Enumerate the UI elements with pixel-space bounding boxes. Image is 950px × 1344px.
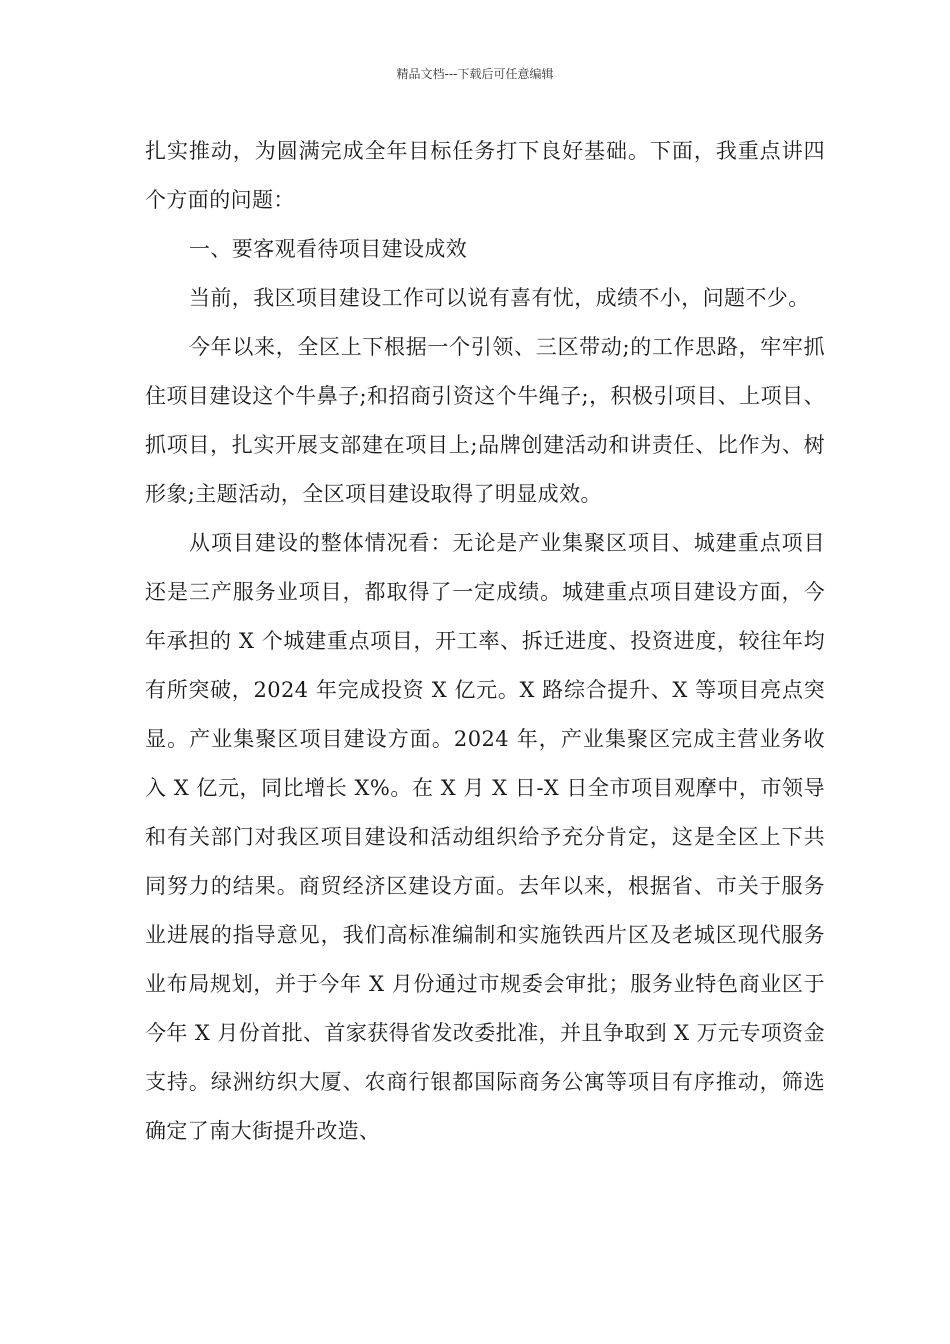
- paragraph-continuation: 扎实推动，为圆满完成全年目标任务打下良好基础。下面，我重点讲四个方面的问题：: [145, 139, 825, 212]
- paragraph: 今年以来，全区上下根据一个引领、三区带动;的工作思路，牢牢抓住项目建设这个牛鼻子;和招商引资这个牛绳子;，积极引项目、上项目、抓项目，扎实开展支部建在项目上;品牌创建活动和讲责任、比作为、树形象;主题活动，全区项目建设取得了明显成效。: [145, 335, 825, 506]
- document-body: [145, 127, 825, 1156]
- paragraph: 当前，我区项目建设工作可以说有喜有忧，成绩不小，问题不少。: [189, 286, 810, 310]
- paragraph: 从项目建设的整体情况看：无论是产业集聚区项目、城建重点项目还是三产服务业项目，都取得了一定成绩。城建重点项目建设方面，今年承担的 X 个城建重点项目，开工率、拆迁进度、投资进度，较往年均有所突破，2024 年完成投资 X 亿元。X 路综合提升、X 等项目亮点突显。产业集聚区项目建设方面。2024 年，产业集聚区完成主营业务收入 X 亿元，同比增长 X%。在 X 月 X 日-X 日全市项目观摩中，市领导和有关部门对我区项目建设和活动组织给予充分肯定，这是全区上下共同努力的结果。商贸经济区建设方面。去年以来，根据省、市关于服务业进展的指导意见，我们高标准编制和实施铁西片区及老城区现代服务业布局规划，并于今年 X 月份通过市规委会审批；服务业特色商业区于今年 X 月份首批、首家获得省发改委批准，并且争取到 X 万元专项资金支持。绿洲纺织大厦、农商行银都国际商务公寓等项目有序推动，筛选确定了南大街提升改造、: [145, 531, 825, 1143]
- page-header: 精品文档---下载后可任意编辑: [396, 67, 554, 81]
- section-heading: 一、要客观看待项目建设成效: [189, 237, 468, 261]
